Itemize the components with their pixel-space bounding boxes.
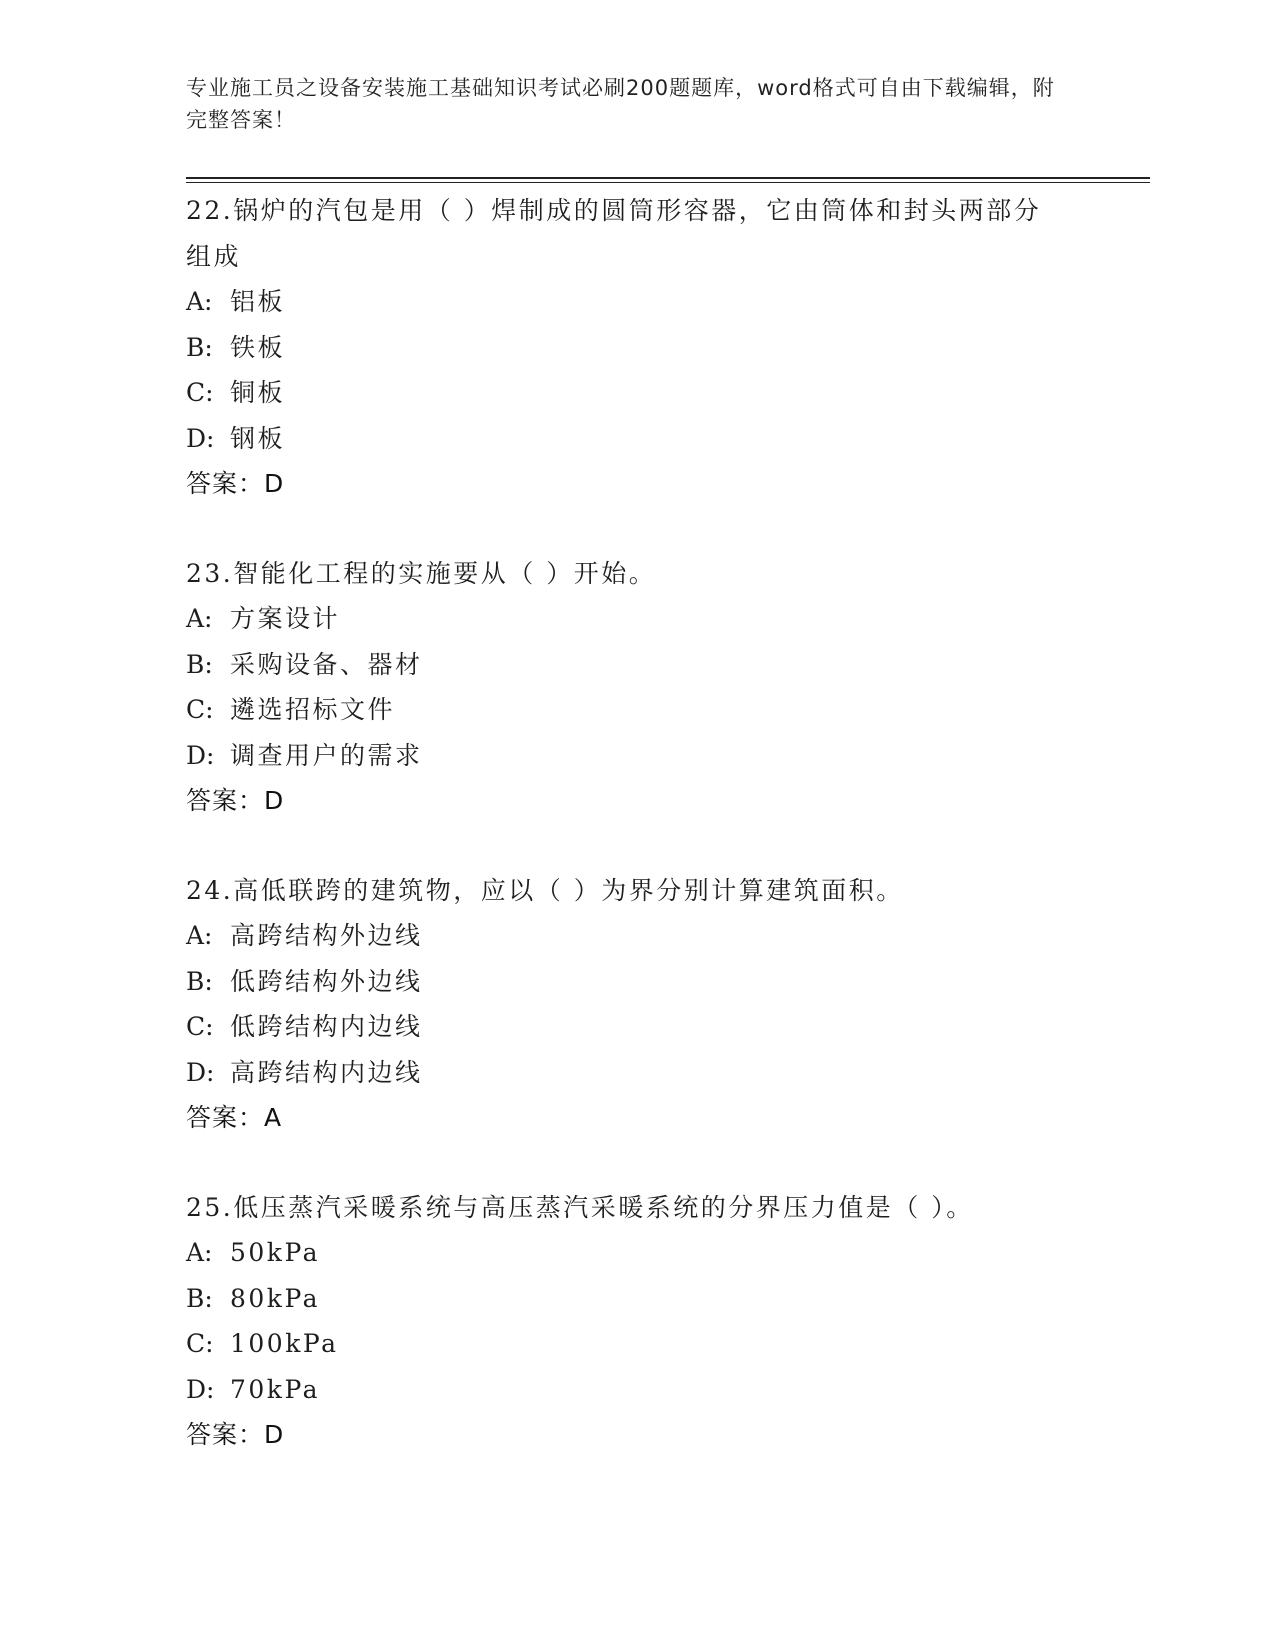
option-d: [186, 733, 1086, 779]
question-text: 22.锅炉的汽包是用（ ）焊制成的圆筒形容器，它由筒体和封头两部分组成: [186, 196, 1042, 271]
question-text: 24.高低联跨的建筑物，应以（ ）为界分别计算建筑面积。: [186, 875, 904, 905]
answer-label: 答案：: [186, 1420, 265, 1449]
option-text: 铁板: [230, 332, 286, 362]
answer-label: 答案：: [186, 1103, 265, 1132]
option-text: 高跨结构外边线: [230, 921, 423, 950]
option-key: C:: [186, 1329, 214, 1358]
option-b: [186, 325, 1086, 371]
option-text: 50kPa: [230, 1238, 321, 1267]
option-key: D:: [186, 423, 215, 453]
option-text: 80kPa: [230, 1283, 321, 1313]
question-text: 25.低压蒸汽采暖系统与高压蒸汽采暖系统的分界压力值是（ ）。: [186, 1192, 974, 1222]
option-text: 调查用户的需求: [230, 740, 423, 770]
answer-value: A: [264, 1103, 283, 1132]
option-key: B:: [186, 649, 213, 679]
option-text: 遴选招标文件: [230, 695, 396, 724]
option-key: A:: [186, 604, 213, 633]
question-22: [186, 188, 1086, 507]
option-text: 采购设备、器材: [230, 649, 423, 679]
option-text: 方案设计: [230, 604, 341, 633]
answer-line: [186, 461, 1086, 507]
option-key: A:: [186, 921, 213, 950]
option-text: 低跨结构外边线: [230, 966, 423, 996]
option-text: 100kPa: [230, 1329, 339, 1358]
option-b: [186, 1276, 1086, 1322]
option-c: [186, 370, 1086, 416]
question-list: [186, 188, 1086, 1502]
option-key: B:: [186, 332, 213, 362]
option-d: [186, 1050, 1086, 1096]
option-a: [186, 596, 1086, 642]
option-text: 高跨结构内边线: [230, 1057, 423, 1087]
document-header: 专业施工员之设备安装施工基础知识考试必刷200题题库，word格式可自由下载编辑，附完整答案！: [186, 76, 1055, 132]
option-key: C:: [186, 695, 214, 724]
answer-line: [186, 778, 1086, 824]
option-a: [186, 279, 1086, 325]
option-a: [186, 913, 1086, 959]
option-key: A:: [186, 287, 213, 316]
option-a: [186, 1230, 1086, 1276]
option-d: [186, 1367, 1086, 1413]
option-key: C:: [186, 1012, 214, 1041]
question-text: 23.智能化工程的实施要从（ ）开始。: [186, 558, 657, 588]
answer-line: [186, 1412, 1086, 1458]
option-text: 钢板: [230, 423, 286, 453]
answer-label: 答案：: [186, 469, 265, 498]
question-25: [186, 1185, 1086, 1458]
question-24: [186, 868, 1086, 1141]
option-b: [186, 642, 1086, 688]
option-key: D:: [186, 740, 215, 770]
option-text: 低跨结构内边线: [230, 1012, 423, 1041]
option-c: [186, 687, 1086, 733]
option-c: [186, 1004, 1086, 1050]
option-d: [186, 416, 1086, 462]
answer-label: 答案：: [186, 786, 265, 815]
header-divider-thin: [186, 182, 1150, 183]
answer-line: [186, 1095, 1086, 1141]
option-key: D:: [186, 1057, 215, 1087]
option-key: C:: [186, 378, 214, 407]
option-text: 铝板: [230, 287, 286, 316]
header-divider-thick: [186, 177, 1150, 179]
option-key: A:: [186, 1238, 213, 1267]
option-key: D:: [186, 1374, 215, 1404]
answer-value: D: [264, 469, 285, 498]
option-text: 铜板: [230, 378, 286, 407]
option-c: [186, 1321, 1086, 1367]
option-b: [186, 959, 1086, 1005]
question-23: [186, 551, 1086, 824]
answer-value: D: [264, 1420, 285, 1449]
option-text: 70kPa: [230, 1374, 321, 1404]
option-key: B:: [186, 966, 213, 996]
answer-value: D: [264, 786, 285, 815]
option-key: B:: [186, 1283, 213, 1313]
